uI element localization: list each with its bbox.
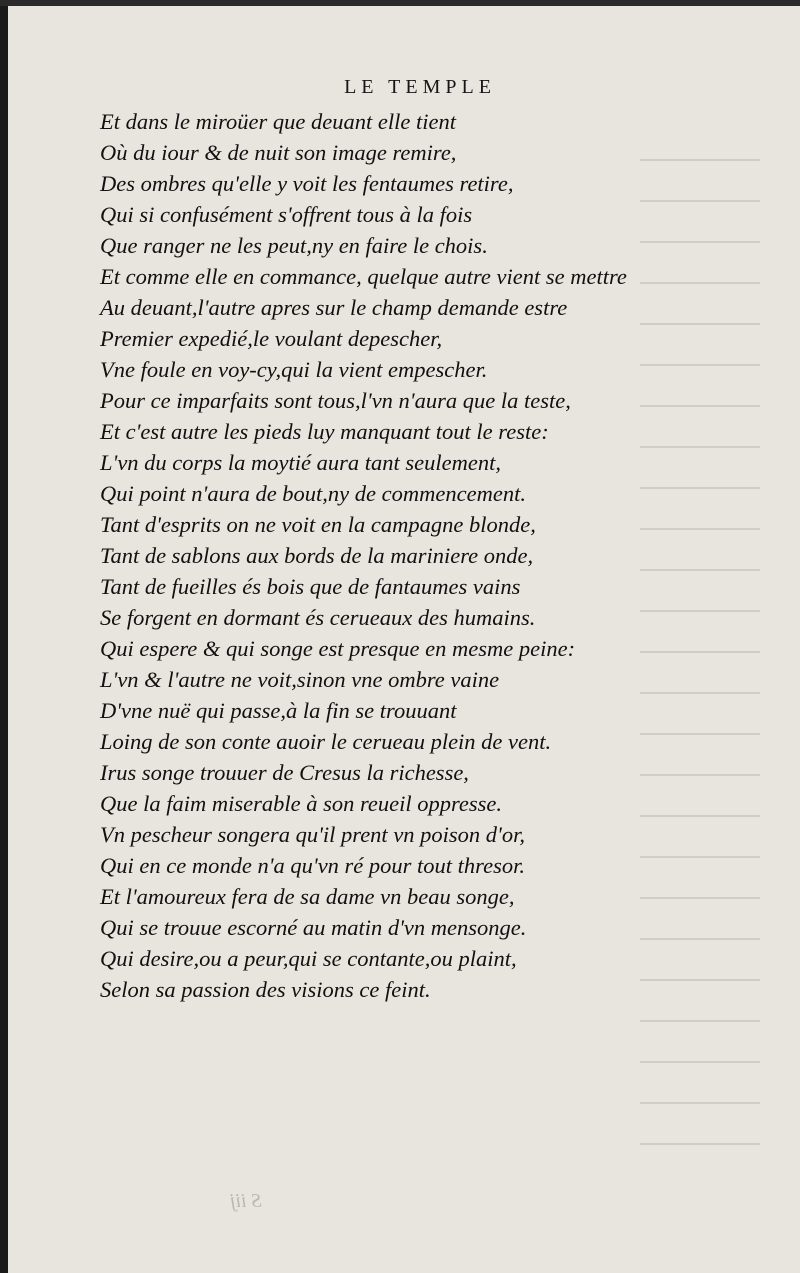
verse-line: Tant de sablons aux bords de la mariniere onde,: [100, 543, 534, 568]
verse-line: Au deuant,l'autre apres sur le champ demande estre: [100, 295, 568, 320]
verse-line: Se forgent en dormant és cerueaux des humains.: [100, 605, 536, 630]
verse-line: Qui en ce monde n'a qu'vn ré pour tout thresor.: [100, 853, 525, 878]
signature-mark: S iij: [230, 1190, 262, 1212]
verse-line: Et c'est autre les pieds luy manquant tout le reste:: [100, 419, 549, 444]
verse-line: Vne foule en voy-cy,qui la vient empescher.: [100, 357, 488, 382]
verse-line: Qui point n'aura de bout,ny de commencement.: [100, 481, 526, 506]
verse-line: Qui desire,ou a peur,qui se contante,ou plaint,: [100, 946, 517, 971]
verse-line: Pour ce imparfaits sont tous,l'vn n'aura que la teste,: [100, 388, 571, 413]
verse-line: Qui espere & qui songe est presque en mesme peine:: [100, 636, 576, 661]
verse-line: Irus songe trouuer de Cresus la richesse,: [100, 760, 469, 785]
verse-line: Premier expedié,le voulant depescher,: [100, 326, 443, 351]
verse-line: Et comme elle en commance, quelque autre vient se mettre: [100, 264, 627, 289]
verse-line: Qui si confusément s'offrent tous à la fois: [100, 202, 473, 227]
page-edge-left: [0, 0, 8, 1273]
verse-line: Des ombres qu'elle y voit les fentaumes retire,: [100, 171, 514, 196]
verse-line: Et dans le miroüer que deuant elle tient: [100, 109, 456, 134]
verse-line: Tant d'esprits on ne voit en la campagne blonde,: [100, 512, 536, 537]
verse-line: L'vn du corps la moytié aura tant seulement,: [100, 450, 502, 475]
verse-line: Qui se trouue escorné au matin d'vn mensonge.: [100, 915, 527, 940]
verse-line: Que la faim miserable à son reueil oppresse.: [100, 791, 503, 816]
verse-line: Que ranger ne les peut,ny en faire le chois.: [100, 233, 488, 258]
verse-line: Tant de fueilles és bois que de fantaumes vains: [100, 574, 521, 599]
verse-line: L'vn & l'autre ne voit,sinon vne ombre vaine: [100, 667, 500, 692]
verse-line: Selon sa passion des visions ce feint.: [100, 977, 431, 1002]
verse-line: Loing de son conte auoir le cerueau plein de vent.: [100, 729, 552, 754]
verse-line: Vn pescheur songera qu'il prent vn poison d'or,: [100, 822, 526, 847]
running-head: LE TEMPLE: [344, 76, 496, 98]
verse-line: D'vne nuë qui passe,à la fin se trouuant: [100, 698, 457, 723]
page-edge-top: [0, 0, 800, 6]
verse-line: Où du iour & de nuit son image remire,: [100, 140, 457, 165]
verse-line: Et l'amoureux fera de sa dame vn beau songe,: [100, 884, 515, 909]
verse-block: [100, 106, 740, 1005]
